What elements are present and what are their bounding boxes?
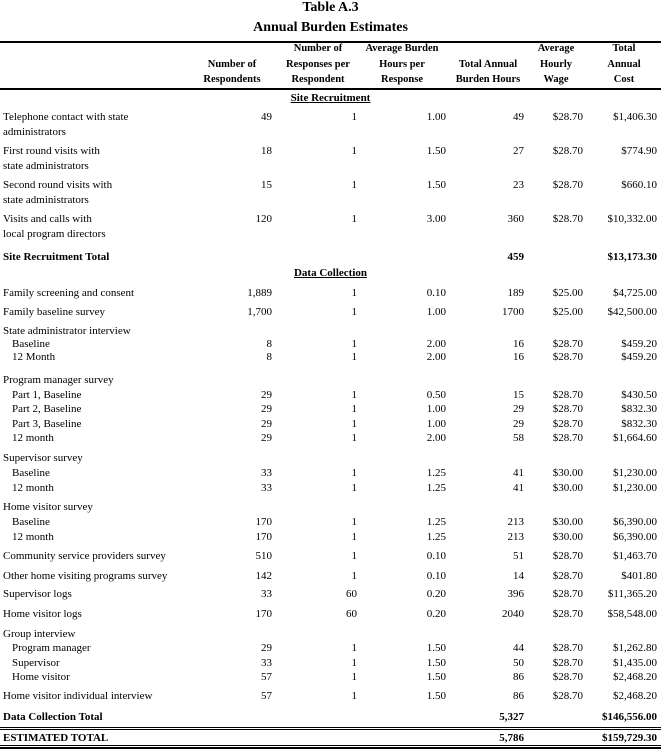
section-total-cost: $13,173.30: [607, 251, 657, 263]
cell-total-hours: 51: [513, 550, 524, 562]
row-label: Home visitor: [12, 671, 70, 683]
cell-total-hours: 50: [513, 657, 524, 669]
cell-respondents: 49: [261, 111, 272, 123]
cell-hourly-wage: $28.70: [552, 642, 583, 654]
cell-responses: 1: [351, 570, 357, 582]
row-label: Part 3, Baseline: [12, 418, 82, 430]
table-number: Table A.3: [302, 0, 359, 15]
cell-total-cost: $832.30: [621, 403, 657, 415]
cell-total-hours: 396: [507, 588, 524, 600]
cell-hours-per-response: 1.50: [426, 690, 446, 702]
total-rule-1: [0, 727, 661, 728]
cell-responses: 1: [351, 432, 357, 444]
cell-total-hours: 213: [507, 531, 524, 543]
cell-hourly-wage: $28.70: [552, 671, 583, 683]
cell-hours-per-response: 0.10: [426, 287, 446, 299]
column-header-line: Total: [612, 43, 636, 54]
cell-hourly-wage: $28.70: [552, 111, 583, 123]
row-label: Supervisor survey: [3, 452, 83, 464]
cell-hours-per-response: 0.10: [426, 550, 446, 562]
row-label: Community service providers survey: [3, 550, 166, 562]
row-label: State administrator interview: [3, 325, 131, 337]
row-label: Baseline: [12, 467, 50, 479]
cell-responses: 60: [346, 608, 357, 620]
cell-respondents: 120: [255, 213, 272, 225]
column-header: [196, 41, 268, 88]
cell-responses: 1: [351, 179, 357, 191]
cell-responses: 1: [351, 642, 357, 654]
cell-responses: 1: [351, 482, 357, 494]
cell-total-cost: $430.50: [621, 389, 657, 401]
row-label: Baseline: [12, 338, 50, 350]
column-header: [528, 41, 584, 88]
cell-total-cost: $2,468.20: [613, 690, 657, 702]
cell-hourly-wage: $28.70: [552, 690, 583, 702]
row-label: First round visits with: [3, 145, 100, 157]
cell-total-cost: $6,390.00: [613, 531, 657, 543]
cell-total-cost: $1,463.70: [613, 550, 657, 562]
cell-total-cost: $4,725.00: [613, 287, 657, 299]
row-label: Group interview: [3, 628, 76, 640]
cell-hours-per-response: 1.25: [426, 467, 446, 479]
cell-hours-per-response: 1.00: [426, 306, 446, 318]
cell-total-cost: $11,365.20: [607, 588, 657, 600]
cell-hours-per-response: 1.00: [426, 403, 446, 415]
row-label: Telephone contact with state: [3, 111, 129, 123]
cell-total-cost: $10,332.00: [607, 213, 657, 225]
cell-total-hours: 41: [513, 482, 524, 494]
cell-responses: 1: [351, 403, 357, 415]
row-label: Home visitor logs: [3, 608, 82, 620]
section-total-label: Site Recruitment Total: [3, 251, 110, 263]
cell-responses: 1: [351, 418, 357, 430]
cell-respondents: 170: [255, 608, 272, 620]
cell-hourly-wage: $30.00: [552, 516, 583, 528]
cell-responses: 1: [351, 306, 357, 318]
cell-hourly-wage: $25.00: [552, 287, 583, 299]
row-label: Supervisor: [12, 657, 60, 669]
section-heading: Data Collection: [293, 267, 367, 279]
total-rule-2: [0, 729, 661, 730]
cell-respondents: 29: [261, 389, 272, 401]
cell-total-hours: 86: [513, 690, 524, 702]
cell-responses: 1: [351, 111, 357, 123]
row-label: Other home visiting programs survey: [3, 570, 168, 582]
column-header-line: Total Annual: [458, 58, 518, 70]
cell-total-hours: 49: [513, 111, 524, 123]
section-total-label: Data Collection Total: [3, 711, 103, 723]
cell-hours-per-response: 1.00: [426, 111, 446, 123]
cell-hourly-wage: $28.70: [552, 550, 583, 562]
cell-total-hours: 2040: [502, 608, 524, 620]
cell-hourly-wage: $28.70: [552, 657, 583, 669]
cell-hours-per-response: 1.50: [426, 671, 446, 683]
cell-respondents: 8: [266, 351, 272, 363]
cell-responses: 1: [351, 338, 357, 350]
cell-total-hours: 360: [507, 213, 524, 225]
cell-total-hours: 44: [513, 642, 524, 654]
cell-hours-per-response: 1.50: [426, 179, 446, 191]
cell-hours-per-response: 0.10: [426, 570, 446, 582]
cell-responses: 1: [351, 657, 357, 669]
column-header-line: [196, 41, 268, 57]
column-header-line: Hours per: [379, 58, 425, 70]
cell-responses: 60: [346, 588, 357, 600]
grand-total-label: ESTIMATED TOTAL: [3, 732, 109, 744]
row-label: administrators: [3, 126, 66, 138]
cell-hours-per-response: 1.50: [426, 642, 446, 654]
column-header-line: Number of: [207, 58, 257, 70]
row-label: Second round visits with: [3, 179, 113, 191]
cell-hourly-wage: $28.70: [552, 145, 583, 157]
cell-respondents: 29: [261, 418, 272, 430]
cell-hours-per-response: 2.00: [426, 338, 446, 350]
column-header-line: Number of: [293, 43, 343, 54]
cell-total-hours: 16: [513, 351, 524, 363]
row-label: Family baseline survey: [3, 306, 106, 318]
cell-hourly-wage: $28.70: [552, 179, 583, 191]
cell-total-cost: $459.20: [621, 351, 657, 363]
section-total-cost: $146,556.00: [602, 711, 657, 723]
cell-total-cost: $6,390.00: [613, 516, 657, 528]
cell-hourly-wage: $28.70: [552, 432, 583, 444]
cell-responses: 1: [351, 467, 357, 479]
cell-respondents: 1,700: [247, 306, 272, 318]
cell-total-hours: 14: [513, 570, 524, 582]
cell-respondents: 29: [261, 642, 272, 654]
cell-total-cost: $1,230.00: [613, 482, 657, 494]
row-label: Program manager: [12, 642, 91, 654]
cell-total-hours: 189: [507, 287, 524, 299]
cell-total-cost: $832.30: [621, 418, 657, 430]
cell-respondents: 29: [261, 432, 272, 444]
cell-total-cost: $459.20: [621, 338, 657, 350]
column-header-line: Respondents: [203, 74, 261, 85]
row-label: state administrators: [3, 194, 89, 206]
cell-hours-per-response: 1.50: [426, 657, 446, 669]
cell-hourly-wage: $30.00: [552, 467, 583, 479]
cell-total-hours: 1700: [502, 306, 524, 318]
cell-respondents: 33: [261, 657, 272, 669]
cell-hours-per-response: 1.25: [426, 516, 446, 528]
row-label: Visits and calls with: [3, 213, 92, 225]
cell-total-cost: $58,548.00: [607, 608, 657, 620]
cell-hourly-wage: $25.00: [552, 306, 583, 318]
cell-respondents: 29: [261, 403, 272, 415]
cell-hours-per-response: 1.25: [426, 531, 446, 543]
row-label: local program directors: [3, 228, 106, 240]
cell-hourly-wage: $28.70: [552, 403, 583, 415]
row-label: 12 month: [12, 531, 54, 543]
column-header-line: Wage: [543, 74, 569, 85]
cell-total-hours: 29: [513, 418, 524, 430]
cell-total-cost: $660.10: [621, 179, 657, 191]
row-label: 12 Month: [12, 351, 56, 363]
cell-respondents: 33: [261, 467, 272, 479]
cell-hourly-wage: $28.70: [552, 213, 583, 225]
column-header-line: Burden Hours: [455, 74, 521, 85]
section-total-hours: 459: [507, 251, 524, 263]
cell-responses: 1: [351, 516, 357, 528]
cell-respondents: 8: [266, 338, 272, 350]
cell-hourly-wage: $28.70: [552, 588, 583, 600]
cell-responses: 1: [351, 671, 357, 683]
column-header: [276, 41, 360, 88]
column-header-line: Hourly: [539, 58, 573, 70]
cell-respondents: 1,889: [247, 287, 272, 299]
cell-responses: 1: [351, 690, 357, 702]
cell-hours-per-response: 1.00: [426, 418, 446, 430]
cell-total-hours: 23: [513, 179, 524, 191]
cell-hourly-wage: $28.70: [552, 570, 583, 582]
cell-respondents: 510: [255, 550, 272, 562]
row-label: Baseline: [12, 516, 50, 528]
cell-total-hours: 16: [513, 338, 524, 350]
cell-hours-per-response: 0.20: [426, 608, 446, 620]
row-label: Family screening and consent: [3, 287, 135, 299]
cell-total-cost: $1,262.80: [613, 642, 657, 654]
row-label: state administrators: [3, 160, 89, 172]
cell-responses: 1: [351, 550, 357, 562]
grand-total-cost: $159,729.30: [602, 732, 657, 744]
cell-total-cost: $401.80: [621, 570, 657, 582]
cell-respondents: 170: [255, 531, 272, 543]
cell-respondents: 170: [255, 516, 272, 528]
row-label: Home visitor survey: [3, 501, 93, 513]
cell-total-hours: 58: [513, 432, 524, 444]
cell-responses: 1: [351, 213, 357, 225]
cell-responses: 1: [351, 145, 357, 157]
cell-hours-per-response: 1.25: [426, 482, 446, 494]
column-header: [590, 41, 658, 88]
cell-respondents: 57: [261, 671, 272, 683]
cell-total-cost: $1,230.00: [613, 467, 657, 479]
column-header-line: Average Burden: [365, 43, 439, 54]
cell-total-hours: 27: [513, 145, 524, 157]
cell-responses: 1: [351, 389, 357, 401]
cell-hourly-wage: $28.70: [552, 608, 583, 620]
table-title: Annual Burden Estimates: [253, 20, 408, 35]
cell-hours-per-response: 2.00: [426, 351, 446, 363]
cell-hours-per-response: 2.00: [426, 432, 446, 444]
column-header-line: Average: [537, 43, 575, 54]
cell-respondents: 18: [261, 145, 272, 157]
cell-hours-per-response: 0.20: [426, 588, 446, 600]
cell-total-hours: 15: [513, 389, 524, 401]
section-heading: Site Recruitment: [290, 92, 371, 104]
cell-hours-per-response: 3.00: [426, 213, 446, 225]
bottom-rule-2: [0, 747, 661, 749]
cell-total-hours: 41: [513, 467, 524, 479]
cell-responses: 1: [351, 531, 357, 543]
cell-total-hours: 213: [507, 516, 524, 528]
cell-respondents: 57: [261, 690, 272, 702]
cell-responses: 1: [351, 287, 357, 299]
column-header-line: [448, 41, 528, 57]
cell-hours-per-response: 0.50: [426, 389, 446, 401]
cell-total-cost: $2,468.20: [613, 671, 657, 683]
cell-respondents: 33: [261, 482, 272, 494]
column-header-line: Respondent: [291, 74, 345, 85]
row-label: Home visitor individual interview: [3, 690, 153, 702]
cell-hourly-wage: $28.70: [552, 418, 583, 430]
row-label: Part 2, Baseline: [12, 403, 82, 415]
column-header-line: Responses per: [286, 58, 350, 70]
row-label: Program manager survey: [3, 374, 114, 386]
cell-respondents: 15: [261, 179, 272, 191]
cell-total-cost: $1,406.30: [613, 111, 657, 123]
cell-total-cost: $774.90: [621, 145, 657, 157]
column-header-line: Annual: [607, 58, 641, 70]
section-total-hours: 5,327: [499, 711, 524, 723]
column-header-line: Response: [380, 74, 423, 85]
cell-hourly-wage: $30.00: [552, 531, 583, 543]
cell-total-cost: $1,664.60: [613, 432, 657, 444]
grand-total-hours: 5,786: [499, 732, 524, 744]
cell-respondents: 142: [255, 570, 272, 582]
cell-total-cost: $1,435.00: [613, 657, 657, 669]
cell-total-cost: $42,500.00: [607, 306, 657, 318]
cell-hourly-wage: $28.70: [552, 351, 583, 363]
bottom-rule-1: [0, 745, 661, 746]
row-label: 12 month: [12, 432, 54, 444]
cell-hourly-wage: $28.70: [552, 338, 583, 350]
row-label: Supervisor logs: [3, 588, 72, 600]
cell-hourly-wage: $28.70: [552, 389, 583, 401]
cell-total-hours: 29: [513, 403, 524, 415]
cell-respondents: 33: [261, 588, 272, 600]
column-header-line: Cost: [613, 74, 635, 85]
row-label: 12 month: [12, 482, 54, 494]
column-header: [356, 41, 448, 88]
cell-total-hours: 86: [513, 671, 524, 683]
column-header: [448, 41, 528, 88]
cell-hourly-wage: $30.00: [552, 482, 583, 494]
cell-responses: 1: [351, 351, 357, 363]
row-label: Part 1, Baseline: [12, 389, 82, 401]
header-rule: [0, 88, 661, 90]
cell-hours-per-response: 1.50: [426, 145, 446, 157]
